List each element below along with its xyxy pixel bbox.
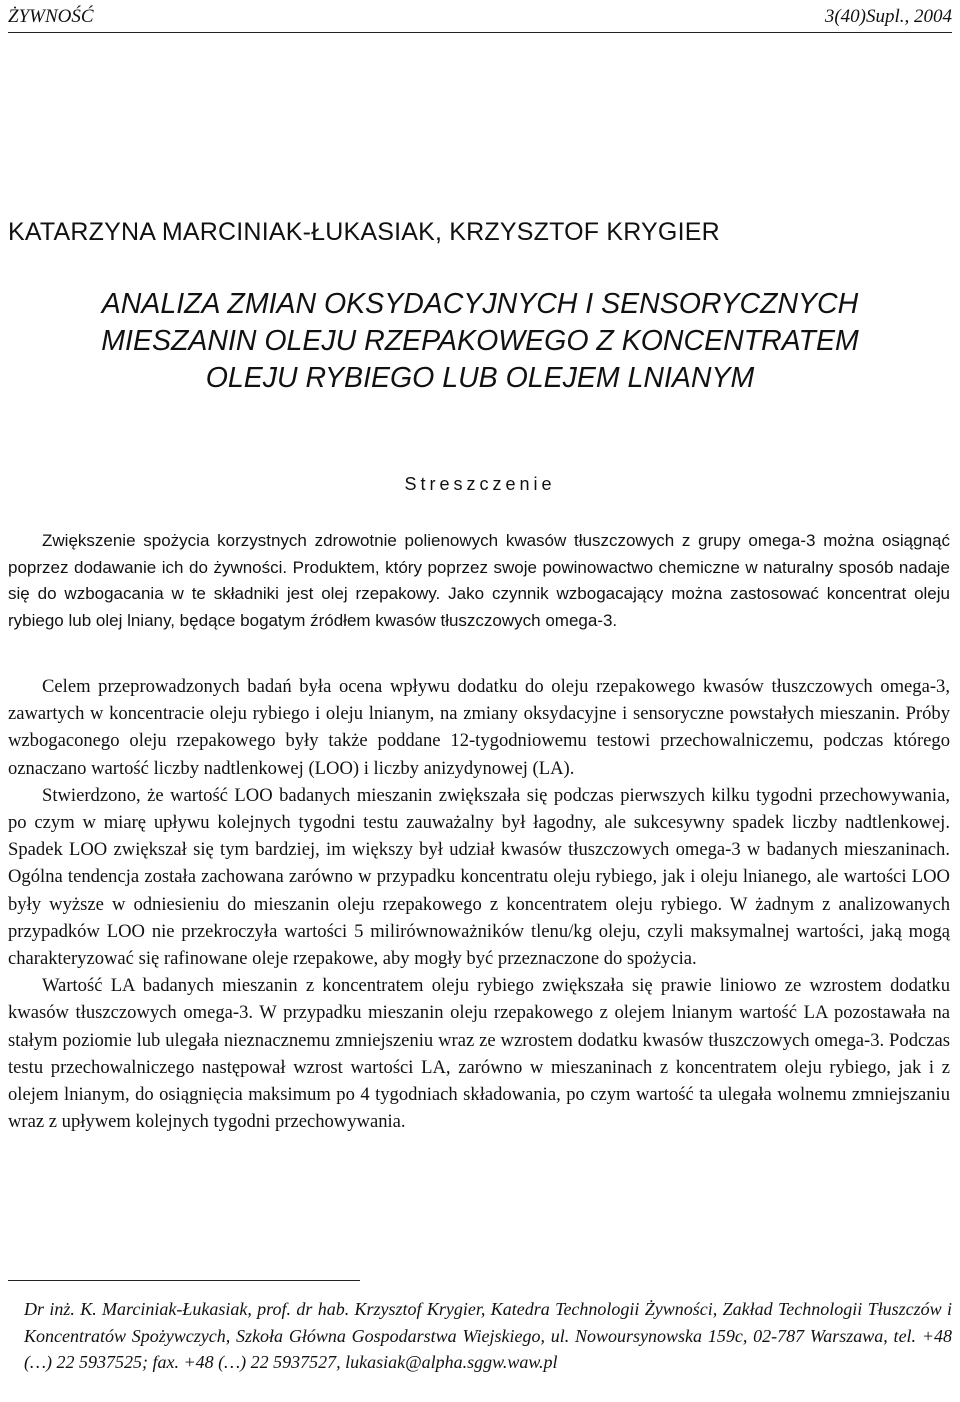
paragraph: Wartość LA badanych mieszanin z koncentratem oleju rybiego zwiększała się prawie liniowo ze wzrostem dodatku kwasów tłuszczowych omega-3. W przypadku mieszanin oleju rzepakowego z olejem lnianym wartość LA pozostawała na stałym poziomie lub ulegała nieznacznemu zmniejszeniu wraz ze wzrostem dodatku kwasów tłuszczowych omega-3. Podczas testu przechowalniczego następował wzrost wartości LA, zarówno w mieszaninach z koncentratem oleju rybiego, jak i z olejem lnianym, do osiągnięcia maksimum po 4 tygodniach składowania, po czym wartość ta ulegała wolnemu zmniejszaniu wraz z upływem kolejnych tygodni przechowywania.	[8, 975, 950, 1133]
authors: KATARZYNA MARCINIAK-ŁUKASIAK, KRZYSZTOF KRYGIER	[8, 218, 720, 246]
abstract-body	[8, 673, 950, 1135]
abstract-heading: Streszczenie	[404, 474, 556, 494]
issue-info: 3(40)Supl., 2004	[824, 6, 952, 27]
author-affiliation-footnote: Dr inż. K. Marciniak-Łukasiak, prof. dr hab. Krzysztof Krygier, Katedra Technologii Żywności, Zakład Technologii Tłuszczów i Koncentratów Spożywczych, Szkoła Główna Gospodarstwa Wiejskiego, ul. Nowoursynowska 159c, 02-787 Warszawa, tel. +48 (…) 22 5937525; fax. +48 (…) 22 5937527, lukasiak@alpha.sggw.waw.pl	[24, 1299, 952, 1372]
title-line-2: MIESZANIN OLEJU RZEPAKOWEGO Z KONCENTRATEM	[101, 325, 859, 357]
journal-name: ŻYWNOŚĆ	[8, 6, 94, 27]
abstract-intro: Zwiększenie spożycia korzystnych zdrowotnie polienowych kwasów tłuszczowych z grupy omega-3 można osiągnąć poprzez dodawanie ich do żywności. Produktem, który poprzez swoje powinowactwo chemiczne w naturalny sposób nadaje się do wzbogacania w te składniki jest olej rzepakowy. Jako czynnik wzbogacający można zastosować koncentrat oleju rybiego lub olej lniany, będące bogatym źródłem kwasów tłuszczowych omega-3.	[8, 531, 950, 630]
title-line-1: ANALIZA ZMIAN OKSYDACYJNYCH I SENSORYCZNYCH	[101, 288, 859, 320]
running-header	[8, 4, 952, 33]
paragraph: Stwierdzono, że wartość LOO badanych mieszanin zwiększała się podczas pierwszych kilku tygodni przechowywania, po czym w miarę upływu kolejnych tygodni testu zauważalny był łagodny, ale sukcesywny spadek liczby nadtlenkowej. Spadek LOO zwiększał się tym bardziej, im większy był udział kwasów tłuszczowych omega-3 w badanych mieszaninach. Ogólna tendencja została zachowana zarówno w przypadku koncentratu oleju rybiego, jak i oleju lnianego, ale wartości LOO były wyższe w odniesieniu do mieszanin oleju rzepakowego z koncentratem oleju rybiego. W żadnym z analizowanych przypadków LOO nie przekroczyła wartości 5 milirównoważników tlenu/kg oleju, czyli maksymalnej wartości, jaką mogą charakteryzować się rafinowane oleje rzepakowe, aby mogły być przeznaczone do spożycia.	[8, 784, 950, 970]
paragraph: Celem przeprowadzonych badań była ocena wpływu dodatku do oleju rzepakowego kwasów tłuszczowych omega-3, zawartych w koncentracie oleju rybiego i oleju lnianym, na zmiany oksydacyjne i sensoryczne powstałych mieszanin. Próby wzbogaconego oleju rzepakowego były także poddane 12-tygodniowemu testowi przechowalniczemu, podczas którego oznaczano wartość liczby nadtlenkowej (LOO) i liczby anizydynowej (LA).	[8, 676, 950, 779]
footnote-divider	[8, 1280, 360, 1281]
article-title	[40, 286, 920, 397]
title-line-3: OLEJU RYBIEGO LUB OLEJEM LNIANYM	[205, 362, 755, 394]
